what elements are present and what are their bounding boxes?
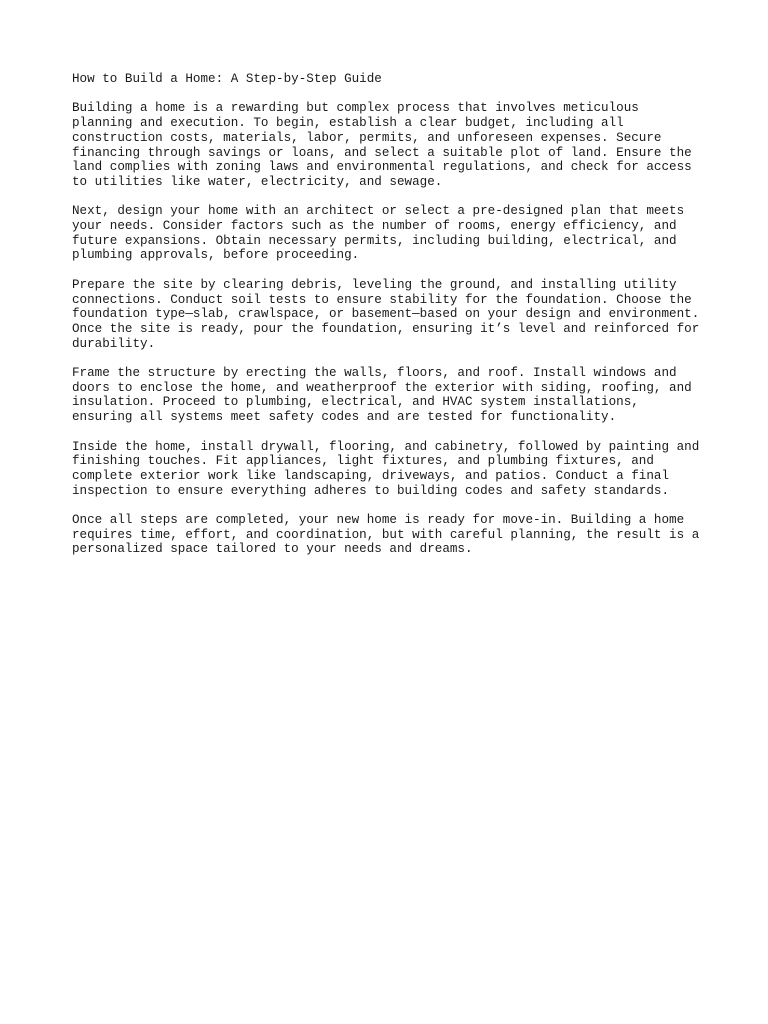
paragraph-line: future expansions. Obtain necessary permits, including building, electrical, and [72,233,677,248]
paragraph-line: Next, design your home with an architect or select a pre-designed plan that meets [72,204,685,219]
paragraph-line: Once all steps are completed, your new home is ready for move-in. Building a home [72,513,685,527]
paragraph-conclusion [72,513,704,557]
paragraph-line: inspection to ensure everything adheres to building codes and safety standards. [72,483,670,498]
paragraph-line: Once the site is ready, pour the foundation, ensuring it’s level and reinforced for [72,321,700,336]
paragraph-line: finishing touches. Fit appliances, light fixtures, and plumbing fixtures, and [72,454,654,469]
paragraph-budget [72,101,704,189]
paragraph-line: land complies with zoning laws and environmental regulations, and check for access [72,160,692,175]
paragraph-line: personalized space tailored to your needs and dreams. [72,542,473,557]
paragraph-line: ensuring all systems meet safety codes and are tested for functionality. [72,410,617,425]
document-title: How to Build a Home: A Step-by-Step Guide [72,72,382,86]
paragraph-line: to utilities like water, electricity, and sewage. [72,174,443,189]
paragraph-line: connections. Conduct soil tests to ensure stability for the foundation. Choose the [72,292,692,307]
paragraph-line: Frame the structure by erecting the walls, floors, and roof. Install windows and [72,366,677,380]
paragraph-line: planning and execution. To begin, establish a clear budget, including all [72,116,624,131]
paragraph-line: Building a home is a rewarding but complex process that involves meticulous [72,101,639,116]
document-page [72,72,704,572]
paragraph-line: construction costs, materials, labor, permits, and unforeseen expenses. Secure [72,130,662,145]
paragraph-line: foundation type—slab, crawlspace, or basement—based on your design and environment. [72,307,700,322]
paragraph-line: complete exterior work like landscaping, driveways, and patios. Conduct a final [72,468,670,483]
paragraph-framing [72,366,704,425]
paragraph-interior [72,440,704,499]
paragraph-line: your needs. Consider factors such as the number of rooms, energy efficiency, and [72,219,677,233]
paragraph-line: Inside the home, install drywall, flooring, and cabinetry, followed by painting and [72,439,700,454]
paragraph-line: durability. [72,336,156,351]
paragraph-design [72,204,704,263]
paragraph-line: plumbing approvals, before proceeding. [72,248,360,263]
paragraph-line: doors to enclose the home, and weatherproof the exterior with siding, roofing, and [72,380,692,395]
paragraph-site-prep [72,278,704,352]
paragraph-line: requires time, effort, and coordination, but with careful planning, the result is a [72,527,700,542]
paragraph-line: financing through savings or loans, and select a suitable plot of land. Ensure the [72,145,692,160]
paragraph-line: insulation. Proceed to plumbing, electrical, and HVAC system installations, [72,395,639,410]
paragraph-line: Prepare the site by clearing debris, leveling the ground, and installing utility [72,277,677,292]
